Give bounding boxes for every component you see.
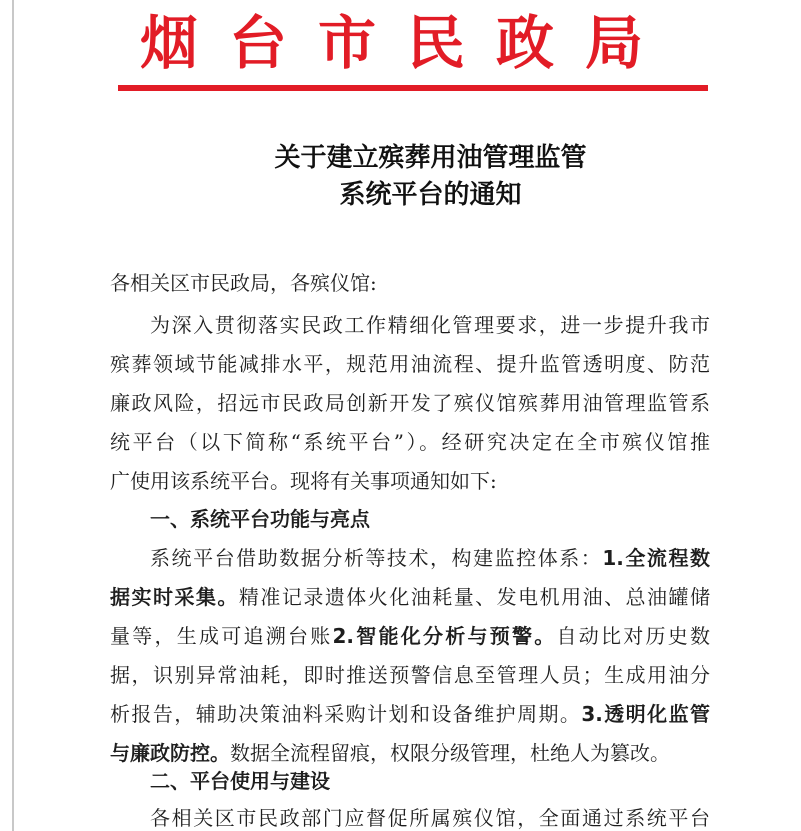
paragraph2-bold: 1.全流程数 (602, 546, 710, 570)
paragraph2-line3 (110, 623, 710, 649)
paragraph2-line2 (110, 584, 710, 610)
paragraph2-bold: 据实时采集。 (110, 585, 239, 609)
paragraph2-line6 (110, 740, 710, 766)
paragraph1-line2: 殡葬领域节能减排水平，规范用油流程、提升监管透明度、防范 (110, 352, 710, 376)
section-heading-1: 一、系统平台功能与亮点 (150, 507, 370, 531)
paragraph2-text: 数据全流程留痕，权限分级管理，杜绝人为篡改。 (230, 741, 670, 765)
paragraph2-line1 (150, 545, 710, 571)
paragraph1-line1: 为深入贯彻落实民政工作精细化管理要求，进一步提升我市 (150, 313, 710, 337)
paragraph2-text: 析报告，辅助决策油料采购计划和设备维护周期。 (110, 702, 582, 726)
paragraph2-text: 精准记录遗体火化油耗量、发电机用油、总油罐储 (238, 585, 711, 609)
document-title-line1: 关于建立殡葬用油管理监管 (274, 143, 587, 173)
red-divider-line (118, 85, 708, 91)
paragraph2-bold: 3.透明化监管 (581, 702, 710, 726)
salutation: 各相关区市民政局，各殡仪馆: (110, 271, 377, 295)
paragraph2-bold: 与廉政防控。 (110, 741, 230, 765)
paragraph2-line5 (110, 701, 710, 727)
paragraph2-bold: 2.智能化分析与预警。 (332, 624, 557, 648)
paragraph1-line5: 广使用该系统平台。现将有关事项通知如下: (110, 469, 497, 493)
paragraph3-line1: 各相关区市民政部门应督促所属殡仪馆，全面通过系统平台 (150, 806, 710, 830)
paragraph2-text: 量等，生成可追溯台账 (110, 624, 333, 648)
paragraph2-text: 自动比对历史数 (556, 624, 711, 648)
document-title-line2: 系统平台的通知 (339, 180, 522, 210)
agency-header: 烟台市民政局 (140, 9, 675, 77)
paragraph2-text: 系统平台借助数据分析等技术，构建监控体系： (150, 546, 603, 570)
paragraph2-line4: 据，识别异常油耗，即时推送预警信息至管理人员；生成用油分 (110, 663, 710, 687)
page-edge-line (12, 0, 14, 831)
paragraph1-line3: 廉政风险，招远市民政局创新开发了殡仪馆殡葬用油管理监管系 (110, 391, 710, 415)
paragraph1-line4: 统平台（以下简称“系统平台”）。经研究决定在全市殡仪馆推 (110, 430, 710, 454)
section-heading-2: 二、平台使用与建设 (150, 769, 330, 793)
